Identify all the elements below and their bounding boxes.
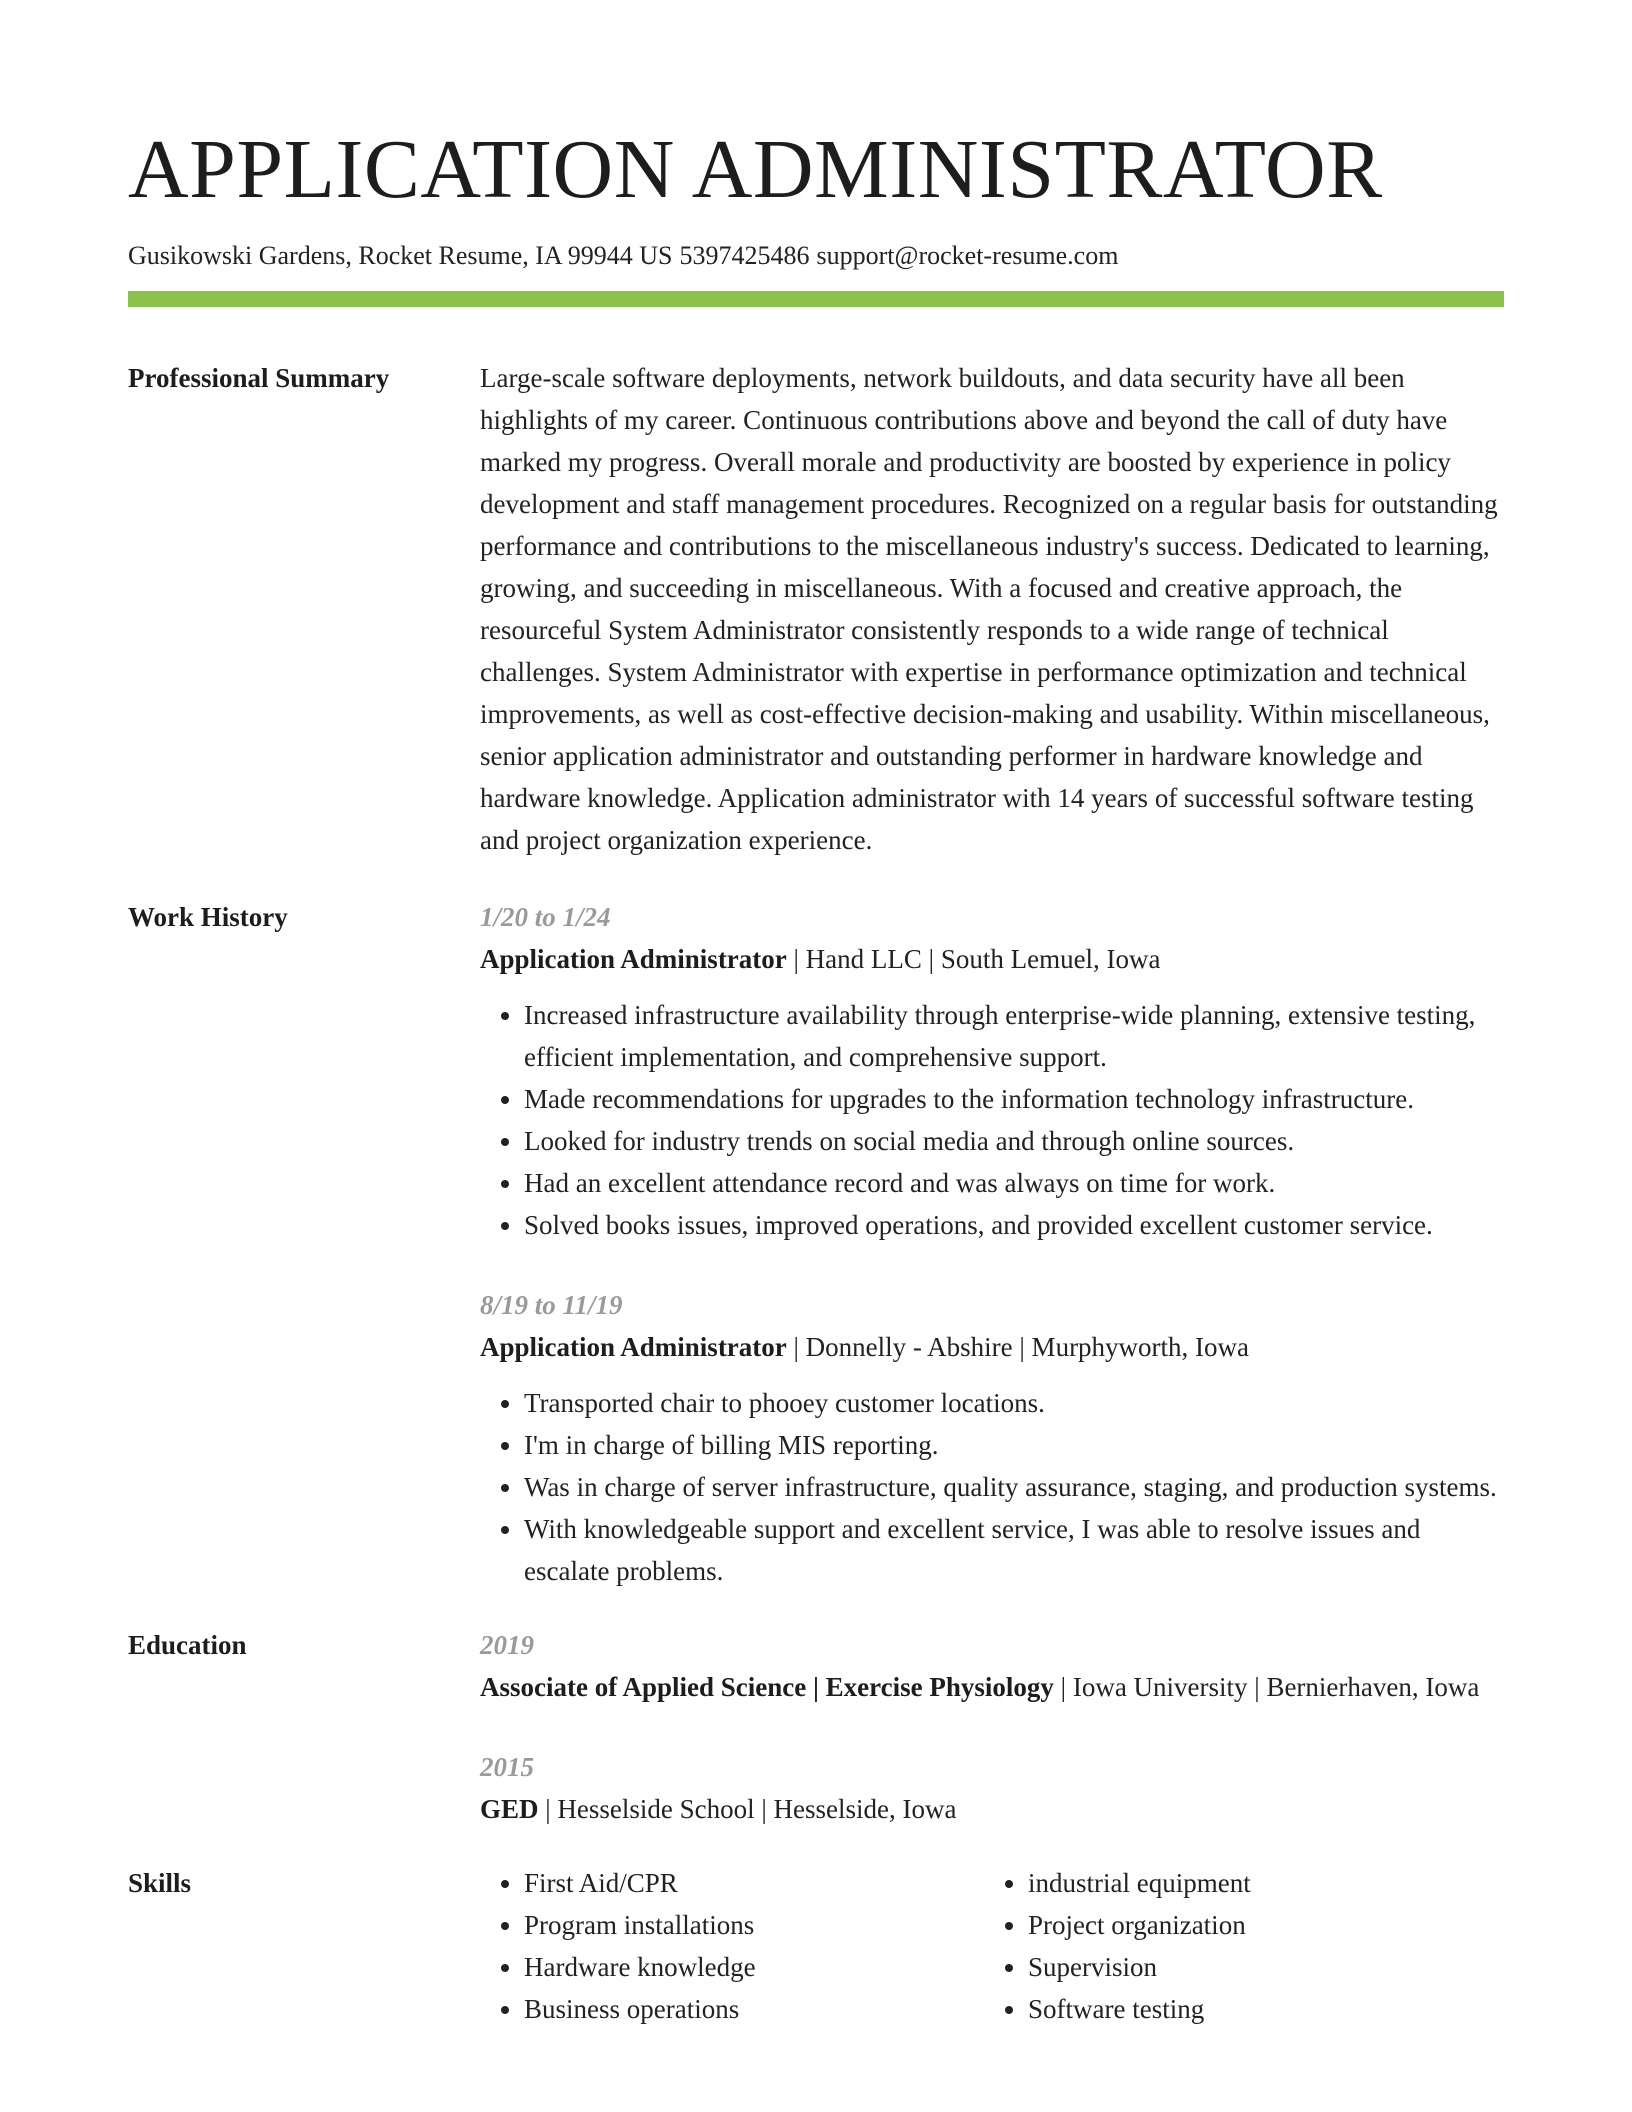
- contact-email: support@rocket-resume.com: [816, 240, 1119, 270]
- contact-line: [128, 241, 1504, 271]
- list-item: • Had an excellent attendance record and was always on time for work.: [524, 1162, 1504, 1204]
- list-item: • industrial equipment: [1028, 1862, 1488, 1904]
- list-item: • Project organization: [1028, 1904, 1488, 1946]
- list-item: • I'm in charge of billing MIS reporting.: [524, 1424, 1504, 1466]
- education-year: 2019: [480, 1629, 534, 1660]
- education-degree: GED: [480, 1793, 539, 1824]
- job-details: | Hand LLC | South Lemuel, Iowa: [786, 943, 1161, 974]
- job-details: | Donnelly - Abshire | Murphyworth, Iowa: [786, 1331, 1250, 1362]
- summary-text: Large-scale software deployments, network buildouts, and data security have all been highlights of my career. Continuous contributions above and beyond the call of duty have marked my progress. Overall morale and productivity are boosted by experience in policy development and staff management procedures. Recognized on a regular basis for outstanding performance and contributions to the miscellaneous industry's success. Dedicated to learning, growing, and succeeding in miscellaneous. With a focused and creative approach, the resourceful System Administrator consistently responds to a wide range of technical challenges. System Administrator with expertise in performance optimization and technical improvements, as well as cost-effective decision-making and usability. Within miscellaneous, senior application administrator and outstanding performer in hardware knowledge and hardware knowledge. Application administrator with 14 years of successful software testing and project organization experience.: [480, 362, 1498, 855]
- section-title: Education: [128, 1629, 247, 1660]
- job-dates: 8/19 to 11/19: [480, 1289, 623, 1320]
- education-line: [480, 1666, 1504, 1708]
- work-entries: [480, 896, 1504, 1592]
- list-item: • Software testing: [1028, 1988, 1488, 2030]
- education-degree: Associate of Applied Science | Exercise Physiology: [480, 1671, 1054, 1702]
- section-title: Skills: [128, 1867, 192, 1898]
- job-bullets: [480, 994, 1504, 1246]
- education-line: [480, 1788, 1504, 1830]
- section-summary: [128, 357, 1504, 861]
- skills-column-right: [984, 1862, 1488, 2030]
- list-item: • Supervision: [1028, 1946, 1488, 1988]
- skills-column-left: [480, 1862, 984, 2030]
- job-title: Application Administrator: [480, 943, 787, 974]
- education-details: | Hesselside School | Hesselside, Iowa: [538, 1793, 957, 1824]
- list-item: • Hardware knowledge: [524, 1946, 984, 1988]
- education-entries: [480, 1624, 1504, 1830]
- list-item: • Increased infrastructure availability through enterprise-wide planning, extensive testing, efficient implementation, and comprehensive support.: [524, 994, 1504, 1078]
- list-item: • First Aid/CPR: [524, 1862, 984, 1904]
- job-title: Application Administrator: [480, 1331, 787, 1362]
- job-role-line: [480, 938, 1504, 980]
- section-work-history: [128, 896, 1504, 1592]
- list-item: • Looked for industry trends on social media and through online sources.: [524, 1120, 1504, 1162]
- contact-address: Gusikowski Gardens, Rocket Resume, IA 99944 US: [128, 240, 673, 270]
- education-details: | Iowa University | Bernierhaven, Iowa: [1053, 1671, 1480, 1702]
- skills-grid: [480, 1862, 1504, 2030]
- resume-page: [128, 120, 1504, 2030]
- contact-phone: 5397425486: [679, 240, 810, 270]
- job-entry: [480, 1284, 1504, 1592]
- job-role-line: [480, 1326, 1504, 1368]
- section-education: [128, 1624, 1504, 1830]
- list-item: • With knowledgeable support and excellent service, I was able to resolve issues and escalate problems.: [524, 1508, 1504, 1592]
- resume-name: APPLICATION ADMINISTRATOR: [128, 123, 1383, 216]
- job-entry: [480, 896, 1504, 1246]
- education-year: 2015: [480, 1751, 534, 1782]
- section-title: Professional Summary: [128, 362, 390, 393]
- list-item: • Transported chair to phooey customer locations.: [524, 1382, 1504, 1424]
- skills-body: [480, 1862, 1504, 2030]
- list-item: • Solved books issues, improved operations, and provided excellent customer service.: [524, 1204, 1504, 1246]
- header-divider: [128, 291, 1504, 307]
- list-item: • Was in charge of server infrastructure, quality assurance, staging, and production systems.: [524, 1466, 1504, 1508]
- list-item: • Made recommendations for upgrades to the information technology infrastructure.: [524, 1078, 1504, 1120]
- list-item: • Business operations: [524, 1988, 984, 2030]
- section-title: Work History: [128, 901, 288, 932]
- education-entry: [480, 1624, 1504, 1708]
- education-entry: [480, 1746, 1504, 1830]
- job-bullets: [480, 1382, 1504, 1592]
- job-dates: 1/20 to 1/24: [480, 901, 611, 932]
- section-skills: [128, 1862, 1504, 2030]
- list-item: • Program installations: [524, 1904, 984, 1946]
